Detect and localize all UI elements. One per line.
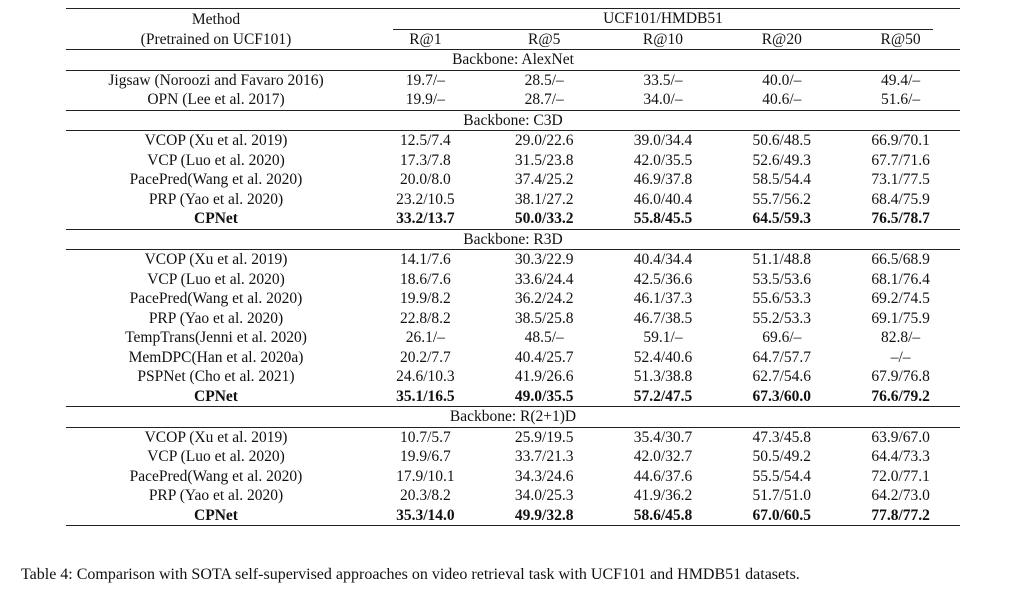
- value-cell: 18.6/7.6: [399, 270, 451, 288]
- value-cell: 17.3/7.8: [399, 151, 451, 169]
- method-cell: VCP (Luo et al. 2020): [147, 270, 285, 288]
- value-cell: 73.1/77.5: [871, 171, 930, 188]
- value-cell: 67.7/71.6: [871, 151, 930, 169]
- value-cell: 46.1/37.3: [633, 290, 693, 307]
- method-cell: PacePred(Wang et al. 2020): [129, 467, 303, 485]
- backbone-group-title: Backbone: R3D: [66, 229, 960, 250]
- value-cell: 67.9/76.8: [871, 368, 930, 385]
- value-cell: –/–: [890, 348, 911, 366]
- metric-header: R@50: [841, 30, 960, 50]
- value-cell: 55.6/53.3: [752, 290, 812, 307]
- value-cell: 19.9/–: [405, 91, 445, 108]
- group-header-row: [66, 229, 960, 250]
- value-cell: 20.3/8.2: [399, 487, 451, 504]
- value-cell: 42.5/36.6: [633, 270, 693, 288]
- value-cell: 19.7/–: [405, 71, 445, 89]
- value-cell: 41.9/36.2: [633, 487, 693, 504]
- table-row: [66, 447, 960, 467]
- value-cell: 33.5/–: [643, 71, 683, 89]
- value-cell: 28.7/–: [524, 91, 564, 108]
- value-cell: 55.7/56.2: [752, 190, 812, 208]
- value-cell: 82.8/–: [881, 329, 921, 346]
- value-cell: 46.0/40.4: [633, 190, 693, 208]
- value-cell: 68.4/75.9: [871, 190, 930, 208]
- value-cell: 50.0/33.2: [514, 210, 574, 227]
- value-cell: 76.6/79.2: [871, 387, 930, 405]
- value-cell: 51.6/–: [881, 91, 921, 108]
- method-cell: PacePred(Wang et al. 2020): [129, 171, 303, 188]
- table-row: [66, 367, 960, 387]
- value-cell: 69.6/–: [762, 329, 802, 346]
- value-cell: 49.9/32.8: [485, 506, 604, 526]
- value-cell: 34.0/25.3: [514, 487, 574, 504]
- value-cell: 26.1/–: [405, 329, 445, 346]
- value-cell: 25.9/19.5: [514, 428, 574, 446]
- value-cell: 49.4/–: [881, 71, 921, 89]
- metric-header: R@20: [722, 30, 841, 50]
- method-subheader: (Pretrained on UCF101): [66, 30, 366, 50]
- value-cell: 14.1/7.6: [399, 251, 451, 268]
- table-row: [66, 427, 960, 447]
- value-cell: 40.4/34.4: [633, 251, 693, 268]
- method-cell: PRP (Yao et al. 2020): [148, 190, 284, 208]
- value-cell: 51.7/51.0: [752, 487, 812, 504]
- value-cell: 50.5/49.2: [752, 448, 812, 465]
- value-cell: 72.0/77.1: [871, 467, 930, 485]
- value-cell: 67.3/60.0: [752, 387, 812, 405]
- method-cell: VCOP (Xu et al. 2019): [144, 251, 288, 268]
- value-cell: 59.1/–: [643, 329, 683, 346]
- table-row: [66, 151, 960, 171]
- dataset-header: [366, 9, 960, 30]
- method-cell: PRP (Yao et al. 2020): [148, 487, 284, 504]
- table-row: [66, 486, 960, 506]
- value-cell: 42.0/32.7: [633, 448, 693, 465]
- value-cell: 37.4/25.2: [514, 171, 574, 188]
- value-cell: 20.0/8.0: [399, 171, 451, 188]
- method-cell: OPN (Lee et al. 2017): [147, 91, 285, 108]
- value-cell: 17.9/10.1: [396, 467, 455, 485]
- value-cell: 42.0/35.5: [633, 151, 693, 169]
- value-cell: 38.5/25.8: [514, 309, 574, 327]
- value-cell: 40.6/–: [762, 91, 802, 108]
- method-header: Method: [66, 9, 366, 30]
- value-cell: 39.0/34.4: [633, 132, 693, 149]
- value-cell: 53.5/53.6: [752, 270, 812, 288]
- table-caption: Table 4: Comparison with SOTA self-supervised approaches on video retrieval task with UCF101 and HMDB51 datasets.: [21, 566, 800, 583]
- table-row: [66, 289, 960, 309]
- method-cell: PRP (Yao et al. 2020): [148, 309, 284, 327]
- value-cell: 68.1/76.4: [871, 270, 930, 288]
- method-cell: CPNet: [194, 387, 238, 405]
- value-cell: 55.5/54.4: [752, 467, 812, 485]
- value-cell: 30.3/22.9: [514, 251, 574, 268]
- value-cell: 33.6/24.4: [514, 270, 574, 288]
- value-cell: 58.5/54.4: [752, 171, 812, 188]
- value-cell: 51.1/48.8: [752, 251, 812, 268]
- table-row: [66, 209, 960, 229]
- value-cell: 58.6/45.8: [604, 506, 723, 526]
- value-cell: 12.5/7.4: [399, 132, 451, 149]
- metric-header: R@1: [366, 30, 485, 50]
- results-table: [66, 8, 960, 526]
- method-cell: TempTrans(Jenni et al. 2020): [125, 329, 307, 346]
- table-row: [66, 131, 960, 151]
- method-cell: MemDPC(Han et al. 2020a): [128, 348, 304, 366]
- value-cell: 77.8/77.2: [841, 506, 960, 526]
- group-header-row: [66, 407, 960, 428]
- metric-header: R@10: [604, 30, 723, 50]
- group-header-row: [66, 50, 960, 71]
- method-cell: PacePred(Wang et al. 2020): [129, 290, 303, 307]
- value-cell: 44.6/37.6: [633, 467, 693, 485]
- value-cell: 36.2/24.2: [514, 290, 574, 307]
- value-cell: 10.7/5.7: [399, 428, 451, 446]
- value-cell: 35.4/30.7: [633, 428, 693, 446]
- value-cell: 66.5/68.9: [871, 251, 930, 268]
- value-cell: 66.9/70.1: [871, 132, 930, 149]
- table-row: [66, 70, 960, 90]
- value-cell: 55.8/45.5: [633, 210, 693, 227]
- table-body: [66, 50, 960, 526]
- value-cell: 28.5/–: [524, 71, 564, 89]
- table-row: [66, 250, 960, 270]
- value-cell: 63.9/67.0: [871, 428, 930, 446]
- table-row: [66, 190, 960, 210]
- value-cell: 69.1/75.9: [871, 309, 930, 327]
- value-cell: 19.9/6.7: [399, 448, 451, 465]
- table-row: [66, 328, 960, 348]
- value-cell: 51.3/38.8: [633, 368, 693, 385]
- value-cell: 67.0/60.5: [722, 506, 841, 526]
- metric-header: R@5: [485, 30, 604, 50]
- value-cell: 35.3/14.0: [366, 506, 485, 526]
- dataset-title: UCF101/HMDB51: [393, 9, 933, 30]
- group-header-row: [66, 110, 960, 131]
- value-cell: 20.2/7.7: [399, 348, 451, 366]
- value-cell: 64.4/73.3: [871, 448, 930, 465]
- table-row: [66, 270, 960, 290]
- value-cell: 19.9/8.2: [399, 290, 451, 307]
- value-cell: 38.1/27.2: [514, 190, 574, 208]
- backbone-group-title: Backbone: R(2+1)D: [66, 407, 960, 428]
- value-cell: 48.5/–: [524, 329, 564, 346]
- value-cell: 52.4/40.6: [633, 348, 693, 366]
- table-header: [66, 9, 960, 50]
- table-row: [66, 387, 960, 407]
- value-cell: 46.7/38.5: [633, 309, 693, 327]
- table-row: [66, 348, 960, 368]
- method-cell: CPNet: [194, 210, 238, 227]
- value-cell: 64.5/59.3: [752, 210, 812, 227]
- method-cell: VCOP (Xu et al. 2019): [144, 132, 288, 149]
- method-cell: VCOP (Xu et al. 2019): [144, 428, 288, 446]
- method-cell: VCP (Luo et al. 2020): [147, 151, 285, 169]
- value-cell: 34.0/–: [643, 91, 683, 108]
- value-cell: 49.0/35.5: [514, 387, 574, 405]
- value-cell: 33.2/13.7: [396, 210, 455, 227]
- value-cell: 46.9/37.8: [633, 171, 693, 188]
- value-cell: 69.2/74.5: [871, 290, 930, 307]
- method-cell: VCP (Luo et al. 2020): [147, 448, 285, 465]
- value-cell: 35.1/16.5: [396, 387, 455, 405]
- value-cell: 41.9/26.6: [514, 368, 574, 385]
- value-cell: 57.2/47.5: [633, 387, 693, 405]
- value-cell: 23.2/10.5: [396, 190, 455, 208]
- value-cell: 40.4/25.7: [514, 348, 574, 366]
- backbone-group-title: Backbone: C3D: [66, 110, 960, 131]
- value-cell: 50.6/48.5: [752, 132, 812, 149]
- value-cell: 62.7/54.6: [752, 368, 812, 385]
- table-row: [66, 506, 960, 526]
- method-cell: Jigsaw (Noroozi and Favaro 2016): [108, 71, 324, 89]
- value-cell: 64.2/73.0: [871, 487, 930, 504]
- value-cell: 55.2/53.3: [752, 309, 812, 327]
- results-table-container: [66, 8, 960, 526]
- value-cell: 24.6/10.3: [396, 368, 455, 385]
- value-cell: 22.8/8.2: [399, 309, 451, 327]
- value-cell: 52.6/49.3: [752, 151, 812, 169]
- value-cell: 29.0/22.6: [514, 132, 574, 149]
- value-cell: 47.3/45.8: [752, 428, 812, 446]
- table-row: [66, 309, 960, 329]
- value-cell: 64.7/57.7: [752, 348, 812, 366]
- value-cell: 34.3/24.6: [514, 467, 574, 485]
- method-cell: CPNet: [66, 506, 366, 526]
- table-row: [66, 90, 960, 110]
- table-row: [66, 170, 960, 190]
- value-cell: 40.0/–: [762, 71, 802, 89]
- value-cell: 31.5/23.8: [514, 151, 574, 169]
- method-cell: PSPNet (Cho et al. 2021): [137, 368, 295, 385]
- value-cell: 33.7/21.3: [514, 448, 574, 465]
- backbone-group-title: Backbone: AlexNet: [66, 50, 960, 71]
- table-row: [66, 467, 960, 487]
- value-cell: 76.5/78.7: [871, 210, 930, 227]
